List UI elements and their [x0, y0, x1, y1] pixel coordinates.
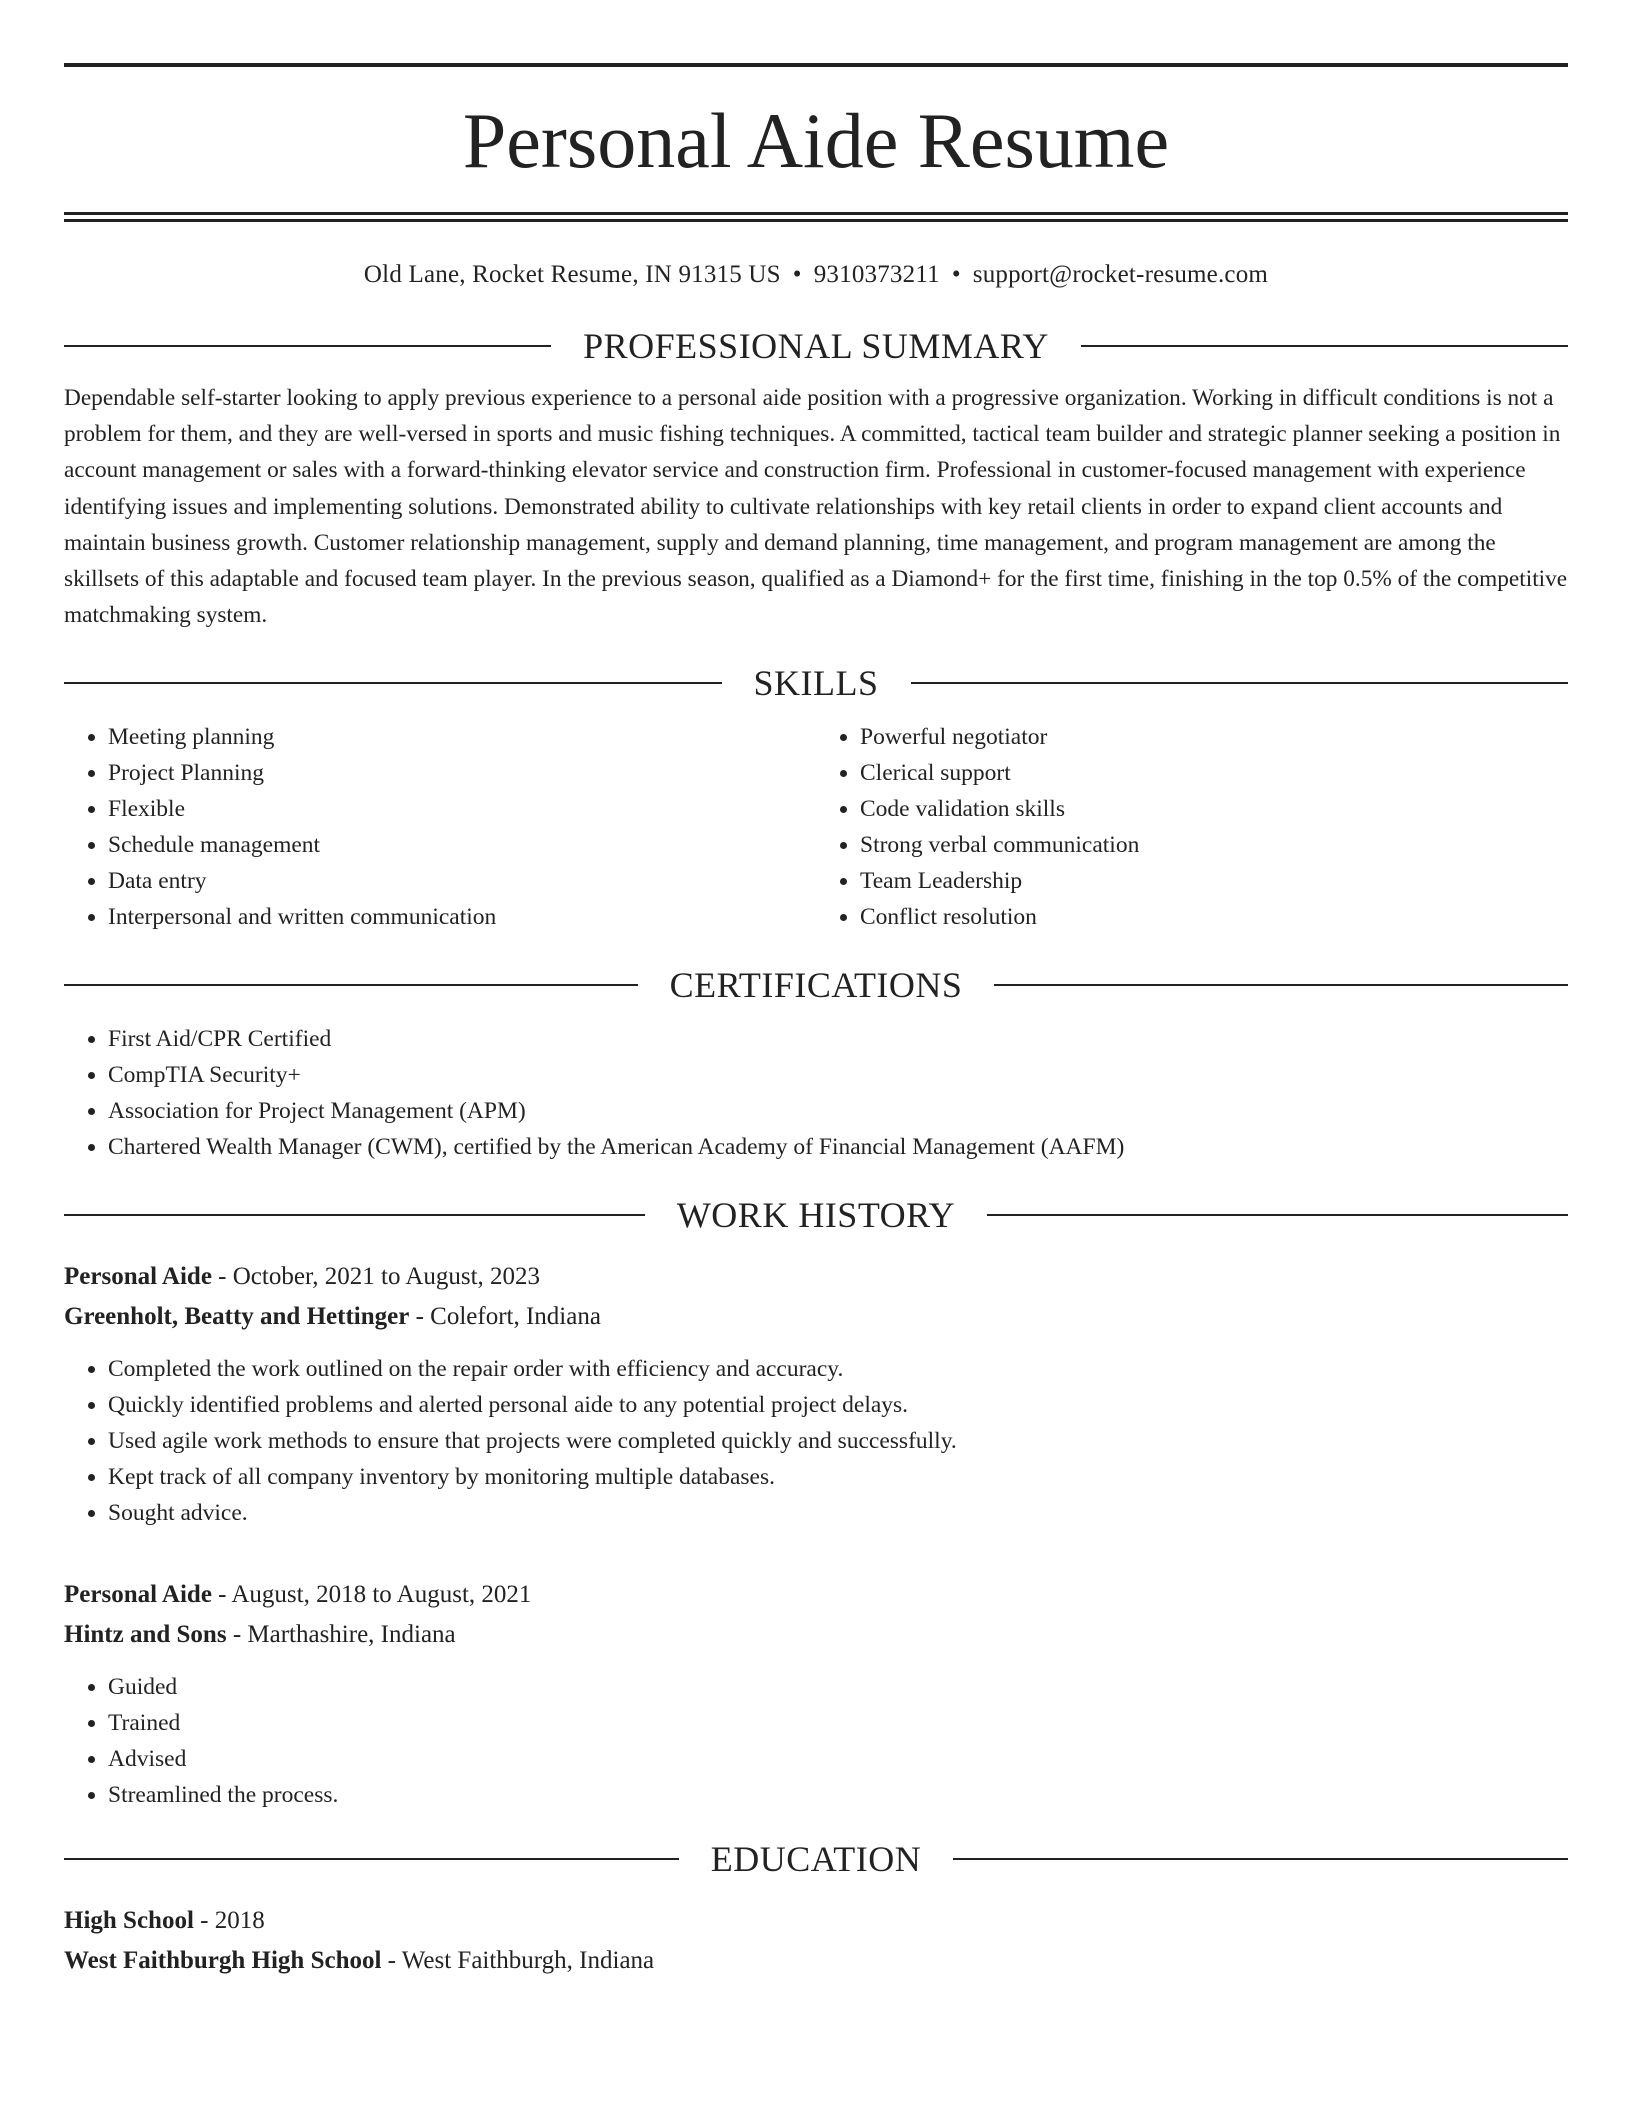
list-item: • Streamlined the process. — [108, 1777, 1568, 1813]
list-item: • Strong verbal communication — [860, 827, 1568, 863]
contact-separator: • — [792, 261, 802, 288]
list-item: • Completed the work outlined on the repair order with efficiency and accuracy. — [108, 1351, 1568, 1387]
skills-list-left — [64, 719, 816, 935]
heading-rule-right — [911, 682, 1569, 684]
job-company-line — [64, 1297, 1568, 1337]
list-item: • Interpersonal and written communication — [108, 899, 816, 935]
work-heading-label: WORK HISTORY — [676, 1195, 956, 1236]
education-school-line — [64, 1941, 1568, 1981]
job-company: Greenholt, Beatty and Hettinger — [64, 1303, 410, 1331]
certifications-heading — [64, 961, 1568, 1009]
education-degree-line — [64, 1901, 1568, 1941]
list-item: • Sought advice. — [108, 1495, 1568, 1531]
list-item: • Advised — [108, 1741, 1568, 1777]
skills-list-right — [816, 719, 1568, 935]
list-item: • Schedule management — [108, 827, 816, 863]
summary-heading-label: PROFESSIONAL SUMMARY — [583, 326, 1049, 366]
job-dates: - August, 2018 to August, 2021 — [211, 1581, 532, 1609]
job-duties-list — [64, 1669, 1568, 1813]
list-item: • Code validation skills — [860, 791, 1568, 827]
contact-line — [64, 258, 1568, 292]
list-item: • Quickly identified problems and alerted personal aide to any potential project delays. — [108, 1387, 1568, 1423]
heading-rule-left — [64, 984, 638, 986]
summary-text: Dependable self-starter looking to apply previous experience to a personal aide position with a progressive organization. Working in difficult conditions is not a problem for them, and they are well-versed in sports and music fishing techniques. A committed, tactical team builder and strategic planner seeking a position in account management or sales with a forward-thinking elevator service and construction firm. Professional in customer-focused management with experience identifying issues and implementing solutions. Demonstrated ability to cultivate relationships with key retail clients in order to expand client accounts and maintain business growth. Customer relationship management, supply and demand planning, time management, and program management are among the skillsets of this adaptable and focused team player. In the previous season, qualified as a Diamond+ for the first time, finishing in the top 0.5% of the competitive matchmaking system. — [64, 385, 1568, 629]
heading-rule-left — [64, 682, 722, 684]
education-heading — [64, 1835, 1568, 1883]
skills-heading — [64, 659, 1568, 707]
title-double-rule — [64, 212, 1568, 222]
heading-rule-left — [64, 1214, 645, 1216]
list-item: • Meeting planning — [108, 719, 816, 755]
list-item: • Association for Project Management (APM) — [108, 1093, 1568, 1129]
education-heading-label: EDUCATION — [710, 1839, 922, 1880]
skills-heading-label: SKILLS — [753, 663, 879, 704]
heading-rule-right — [994, 984, 1568, 986]
work-heading — [64, 1191, 1568, 1239]
education-location: - West Faithburgh, Indiana — [381, 1947, 655, 1975]
heading-rule-right — [953, 1858, 1568, 1860]
job-entry — [64, 1575, 1568, 1813]
job-company-line — [64, 1615, 1568, 1655]
certifications-list — [64, 1021, 1568, 1165]
skills-columns — [64, 707, 1568, 935]
list-item: • Chartered Wealth Manager (CWM), certified by the American Academy of Financial Management (AAFM) — [108, 1129, 1568, 1165]
education-year: - 2018 — [193, 1907, 265, 1935]
job-dates: - October, 2021 to August, 2023 — [211, 1263, 541, 1291]
education-degree: High School — [64, 1907, 194, 1935]
list-item: • Team Leadership — [860, 863, 1568, 899]
list-item: • Used agile work methods to ensure that projects were completed quickly and successfully. — [108, 1423, 1568, 1459]
job-title-line — [64, 1257, 1568, 1297]
page-title: Personal Aide Resume — [462, 97, 1170, 184]
job-location: - Colefort, Indiana — [409, 1303, 601, 1331]
resume-page — [64, 0, 1568, 1981]
list-item: • CompTIA Security+ — [108, 1057, 1568, 1093]
heading-rule-right — [1081, 345, 1568, 347]
list-item: • Project Planning — [108, 755, 816, 791]
list-item: • Trained — [108, 1705, 1568, 1741]
heading-rule-left — [64, 1858, 679, 1860]
list-item: • Powerful negotiator — [860, 719, 1568, 755]
list-item: • Kept track of all company inventory by monitoring multiple databases. — [108, 1459, 1568, 1495]
job-role: Personal Aide — [64, 1581, 212, 1609]
contact-address: Old Lane, Rocket Resume, IN 91315 US — [363, 261, 781, 288]
job-title-line — [64, 1575, 1568, 1615]
contact-separator: • — [951, 261, 961, 288]
list-item: • First Aid/CPR Certified — [108, 1021, 1568, 1057]
contact-email: support@rocket-resume.com — [972, 261, 1269, 288]
job-role: Personal Aide — [64, 1263, 212, 1291]
list-item: • Guided — [108, 1669, 1568, 1705]
job-duties-list — [64, 1351, 1568, 1531]
heading-rule-right — [987, 1214, 1568, 1216]
job-location: - Marthashire, Indiana — [226, 1621, 456, 1649]
education-entry — [64, 1901, 1568, 1981]
heading-rule-left — [64, 345, 551, 347]
education-school: West Faithburgh High School — [64, 1947, 382, 1975]
job-entry — [64, 1257, 1568, 1531]
certifications-heading-label: CERTIFICATIONS — [669, 965, 963, 1006]
list-item: • Clerical support — [860, 755, 1568, 791]
contact-phone: 9310373211 — [813, 261, 940, 288]
summary-heading — [64, 322, 1568, 370]
list-item: • Flexible — [108, 791, 816, 827]
job-company: Hintz and Sons — [64, 1621, 227, 1649]
list-item: • Conflict resolution — [860, 899, 1568, 935]
list-item: • Data entry — [108, 863, 816, 899]
